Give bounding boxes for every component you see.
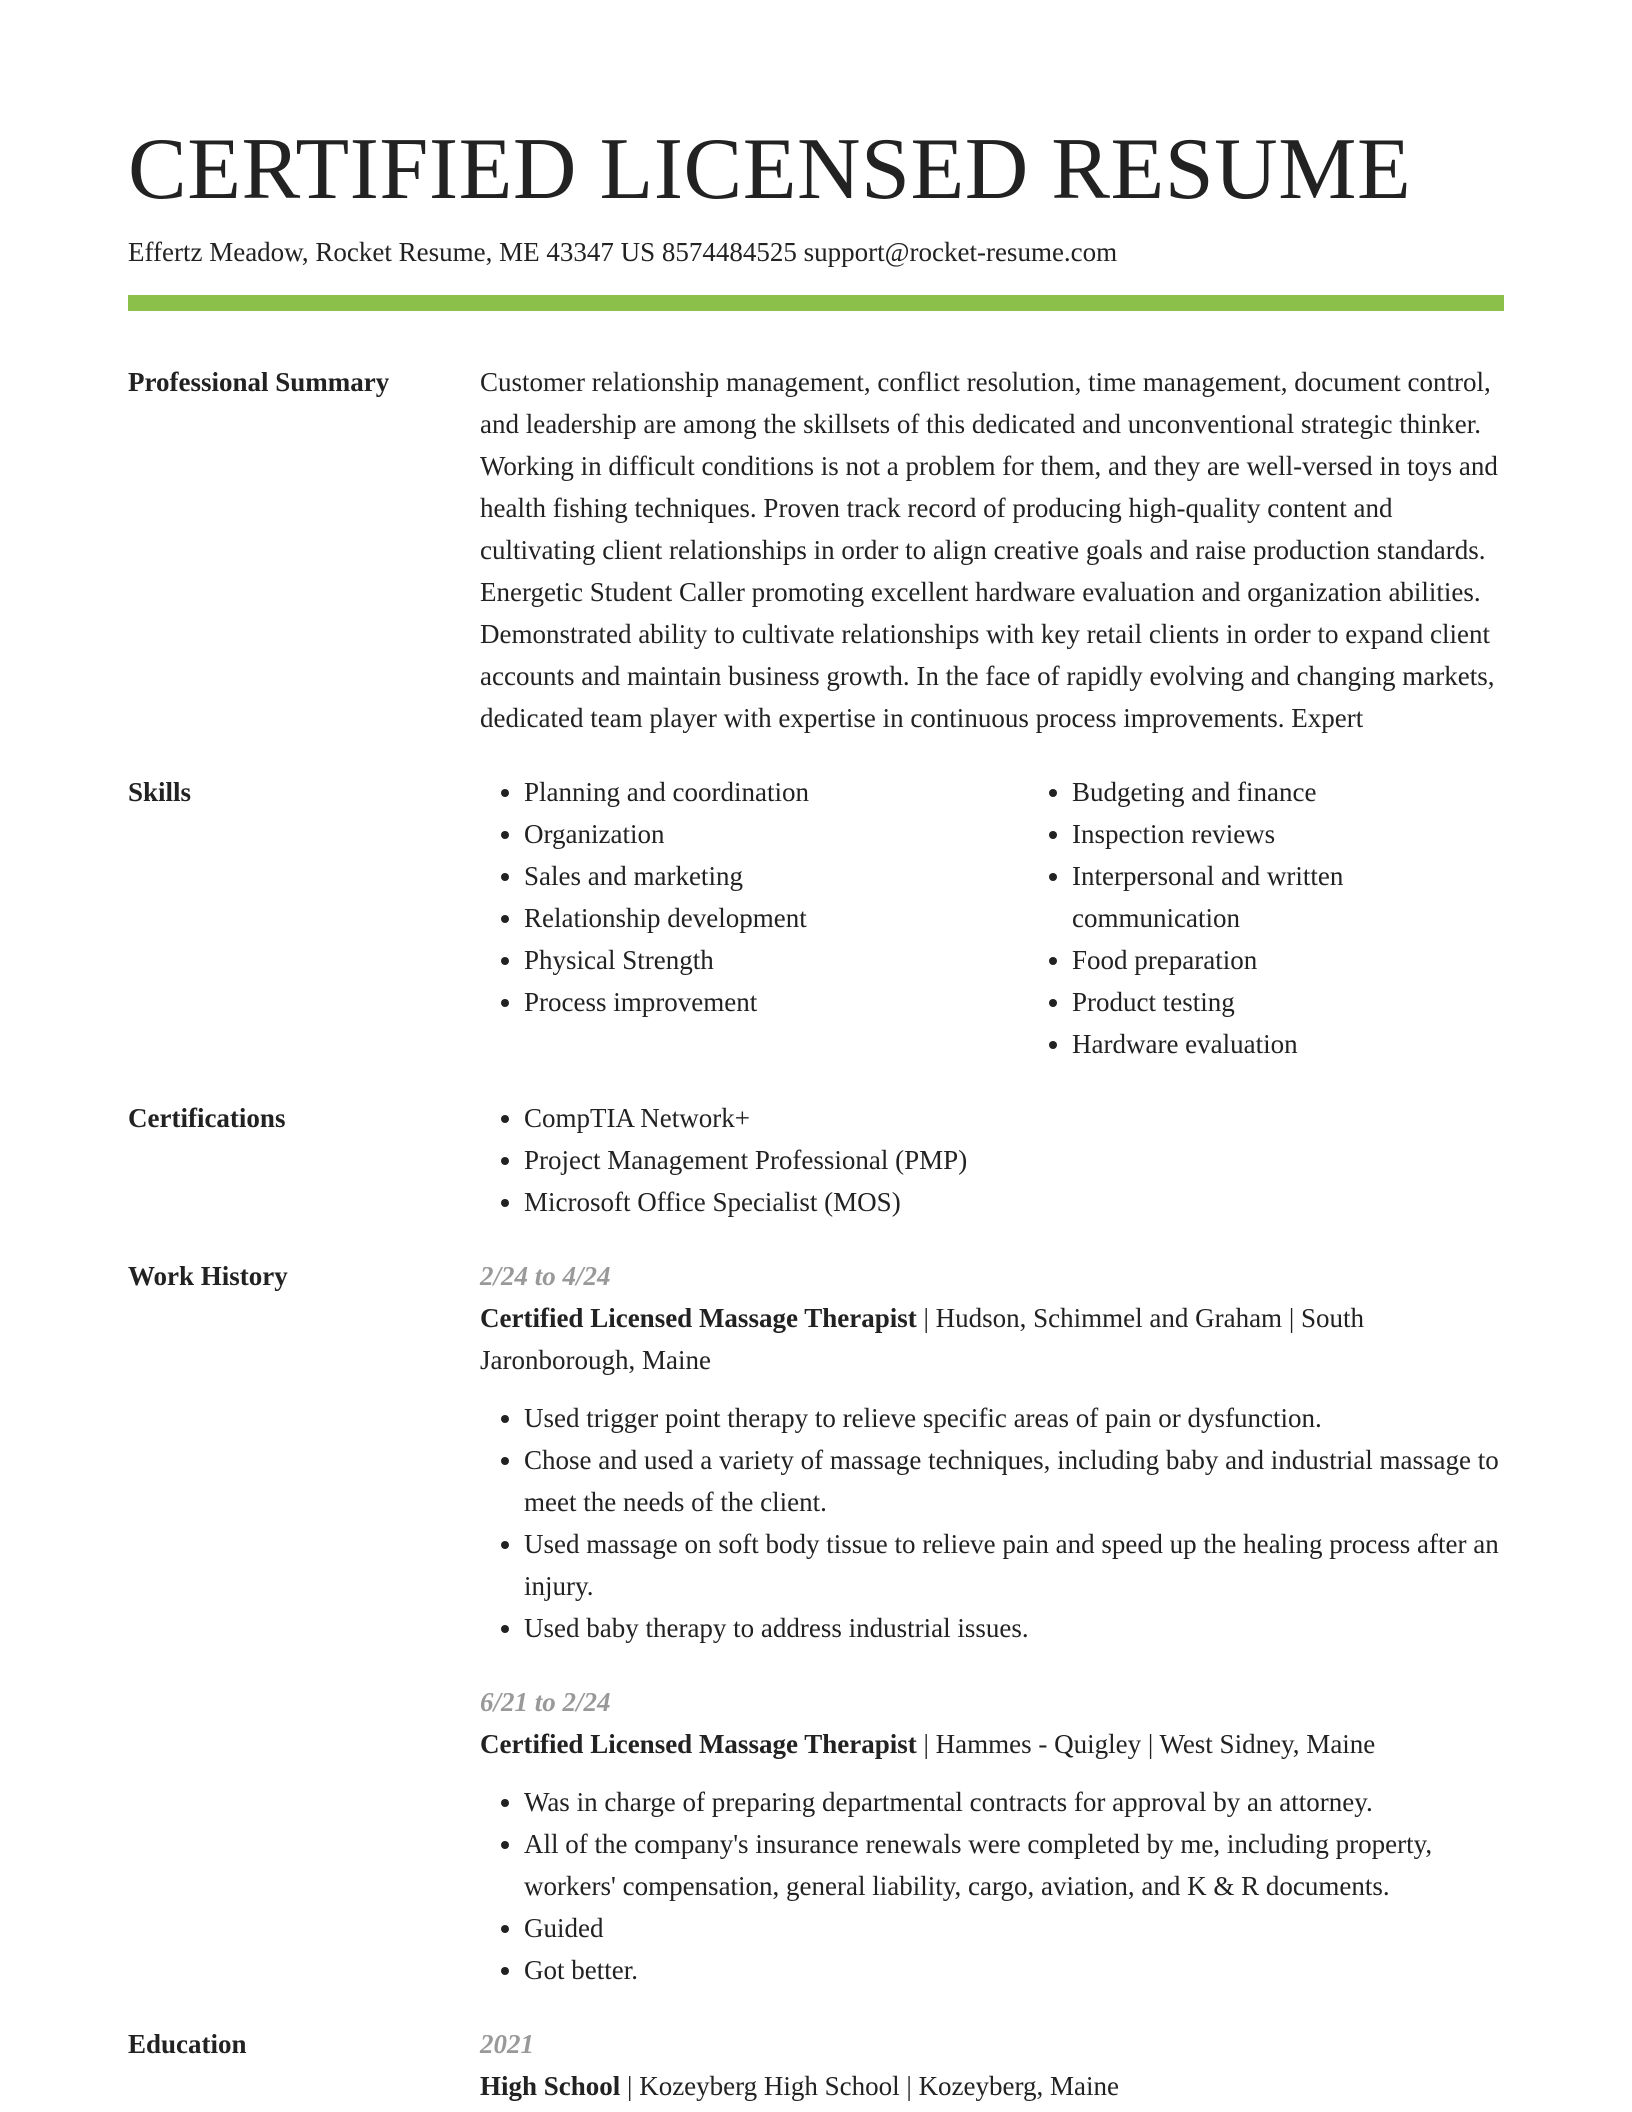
job-title: Certified Licensed Massage Therapist xyxy=(480,1729,917,1759)
job-bullet: • Used trigger point therapy to relieve specific areas of pain or dysfunction. xyxy=(524,1397,1504,1439)
summary-text: Customer relationship management, conflict resolution, time management, document control, and leadership are among the skillsets of this dedicated and unconventional strategic thinker. Working in difficult conditions is not a problem for them, and they are well-versed in toys and health fishing techniques. Proven track record of producing high-quality content and cultivating client relationships in order to align creative goals and raise production standards. Energetic Student Caller promoting excellent hardware evaluation and organization abilities. Demonstrated ability to cultivate relationships with key retail clients in order to expand client accounts and maintain business growth. In the face of rapidly evolving and changing markets, dedicated team player with expertise in continuous process improvements. Expert xyxy=(480,367,1498,733)
section-label-summary: Professional Summary xyxy=(128,367,390,397)
section-work-history xyxy=(128,1255,1504,1991)
job-dates: 2/24 to 4/24 xyxy=(480,1261,611,1291)
job-entry xyxy=(480,1255,1504,1649)
education-heading xyxy=(480,2065,1504,2107)
education-degree: High School xyxy=(480,2071,621,2101)
skill-item: • Inspection reviews xyxy=(1072,813,1504,855)
section-education xyxy=(128,2023,1504,2107)
job-entry xyxy=(480,1681,1504,1991)
job-bullet: • Was in charge of preparing departmental contracts for approval by an attorney. xyxy=(524,1781,1504,1823)
job-bullet: • Guided xyxy=(524,1907,1504,1949)
contact-info: Effertz Meadow, Rocket Resume, ME 43347 US 8574484525 support@rocket-resume.com xyxy=(128,237,1118,267)
skill-item: • Budgeting and finance xyxy=(1072,771,1504,813)
education-date: 2021 xyxy=(480,2029,534,2059)
skills-list-right xyxy=(1028,771,1504,1065)
job-heading xyxy=(480,1723,1504,1765)
job-bullet: • Used massage on soft body tissue to relieve pain and speed up the healing process after an injury. xyxy=(524,1523,1504,1607)
certification-item: • Microsoft Office Specialist (MOS) xyxy=(524,1181,1504,1223)
job-heading xyxy=(480,1297,1504,1381)
accent-divider xyxy=(128,295,1504,311)
section-label-education: Education xyxy=(128,2029,247,2059)
certifications-list xyxy=(480,1097,1504,1223)
skill-item: • Relationship development xyxy=(524,897,1028,939)
resume-title: CERTIFIED LICENSED RESUME xyxy=(128,121,1412,218)
section-label-skills: Skills xyxy=(128,777,192,807)
job-employer-location: | Hudson, Schimmel and Graham | South Jaronborough, Maine xyxy=(480,1303,1364,1375)
job-bullets xyxy=(480,1397,1504,1649)
skill-item: • Food preparation xyxy=(1072,939,1504,981)
job-bullet: • All of the company's insurance renewals were completed by me, including property, workers' compensation, general liability, cargo, aviation, and K & R documents. xyxy=(524,1823,1504,1907)
certification-item: • CompTIA Network+ xyxy=(524,1097,1504,1139)
job-bullet: • Chose and used a variety of massage techniques, including baby and industrial massage to meet the needs of the client. xyxy=(524,1439,1504,1523)
job-bullet: • Used baby therapy to address industrial issues. xyxy=(524,1607,1504,1649)
section-label-work-history: Work History xyxy=(128,1261,288,1291)
skill-item: • Hardware evaluation xyxy=(1072,1023,1504,1065)
job-employer-location: | Hammes - Quigley | West Sidney, Maine xyxy=(916,1729,1376,1759)
job-dates: 6/21 to 2/24 xyxy=(480,1687,611,1717)
skills-list-left xyxy=(480,771,1028,1065)
section-professional-summary xyxy=(128,361,1504,739)
skill-item: • Interpersonal and written communication xyxy=(1072,855,1504,939)
job-title: Certified Licensed Massage Therapist xyxy=(480,1303,917,1333)
skill-item: • Physical Strength xyxy=(524,939,1028,981)
section-label-certifications: Certifications xyxy=(128,1103,286,1133)
job-bullets xyxy=(480,1781,1504,1991)
skill-item: • Organization xyxy=(524,813,1028,855)
section-skills xyxy=(128,771,1504,1065)
job-bullet: • Got better. xyxy=(524,1949,1504,1991)
skill-item: • Sales and marketing xyxy=(524,855,1028,897)
skill-item: • Product testing xyxy=(1072,981,1504,1023)
section-certifications xyxy=(128,1097,1504,1223)
skill-item: • Process improvement xyxy=(524,981,1028,1023)
certification-item: • Project Management Professional (PMP) xyxy=(524,1139,1504,1181)
education-school-location: | Kozeyberg High School | Kozeyberg, Maine xyxy=(620,2071,1119,2101)
skill-item: • Planning and coordination xyxy=(524,771,1028,813)
